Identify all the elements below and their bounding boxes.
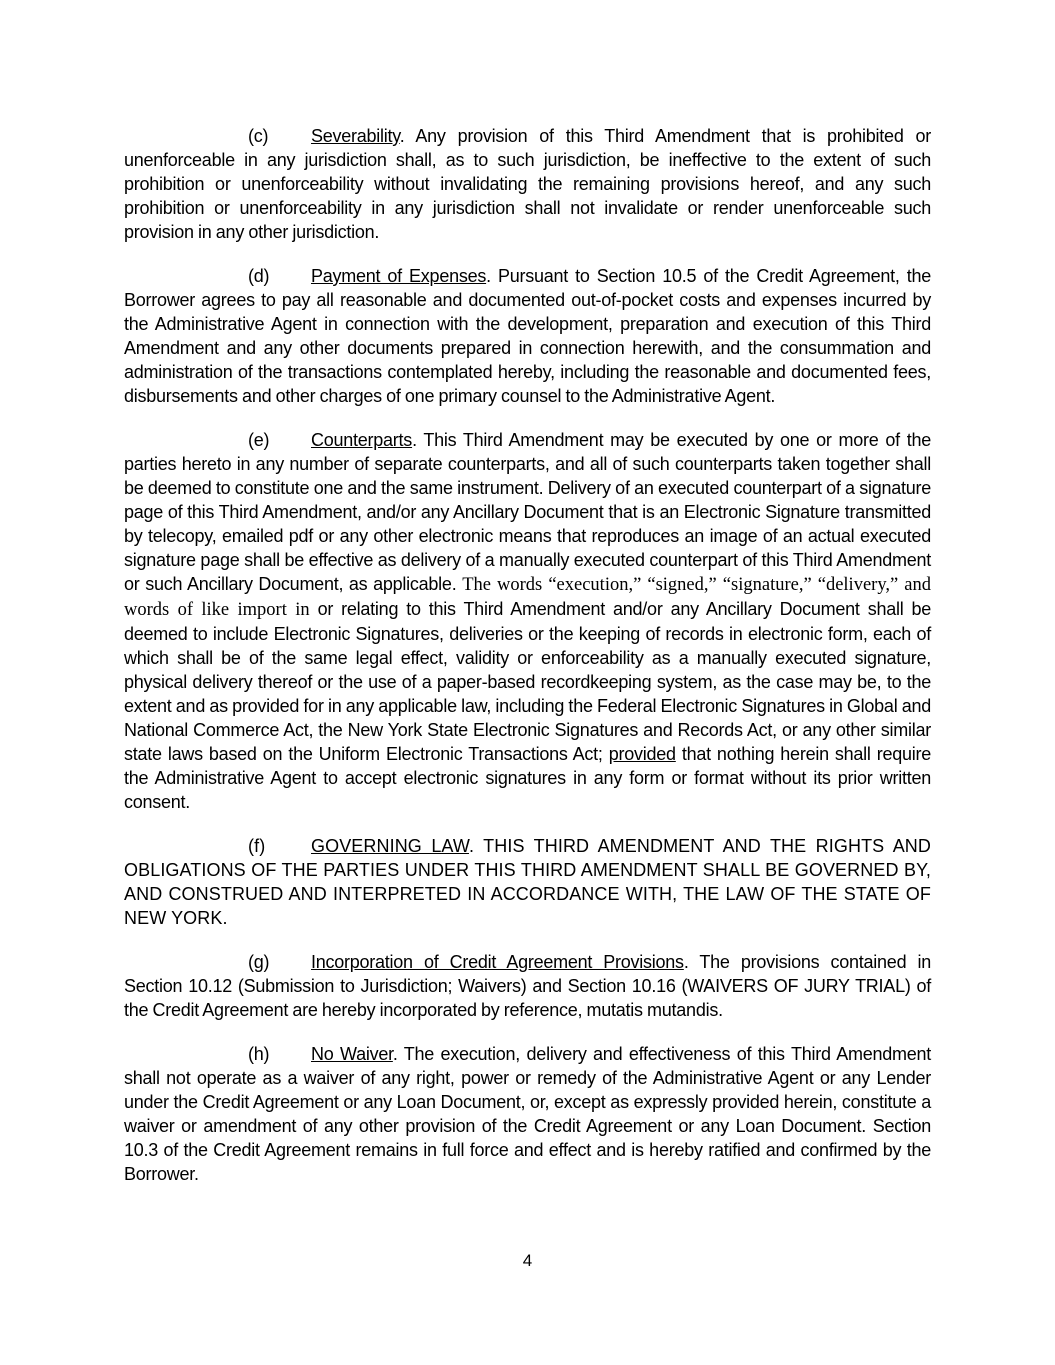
provided-term: provided [608,744,676,764]
section-text: or relating to this Third Amendment and/or any Ancillary Document shall be deemed to include Electronic Signatures, deliveries or the keeping of records in electronic form, each of which shall be of the same legal effect, validity or enforceability as a manually executed signature, physical delivery thereof or the use of a paper-based recordkeeping system, as the case may be, to the extent and as provided for in any applicable law, including the Federal Electronic Signatures in Global and National Commerce Act, the New York State Electronic Signatures and Records Act, or any other similar state laws based on the Uniform Electronic Transactions Act; [124,599,931,764]
section-d-payment-of-expenses [124,264,931,408]
section-text: . The provisions contained in Section 10.12 (Submission to Jurisdiction; Waivers) and Section 10.16 (WAIVERS OF JURY TRIAL) of the Credit Agreement are hereby incorporated by reference, mutatis mutandis. [124,952,931,1020]
section-marker: (g) [248,952,270,972]
section-marker: (d) [248,266,270,286]
section-heading: Counterparts [311,430,413,450]
section-text: . This Third Amendment may be executed by one or more of the parties hereto in any number of separate counterparts, and all of such counterparts taken together shall be deemed to constitute one and the same instrument. Delivery of an executed counterpart of a signature page of this Third Amendment, and/or any Ancillary Document that is an Electronic Signature transmitted by telecopy, emailed pdf or any other electronic means that reproduces an image of an actual executed signature page shall be effective as delivery of a manually executed counterpart of this Third Amendment or such Ancillary Document, as applicable. [124,430,931,594]
section-heading: No Waiver [311,1044,393,1064]
section-f-governing-law [124,834,931,930]
section-marker: (f) [248,836,266,856]
section-text: . Any provision of this Third Amendment that is prohibited or unenforceable in any jurisdiction shall, as to such jurisdiction, be ineffective to the extent of such prohibition or unenforceability without invalidating the remaining provisions hereof, and any such prohibition or unenforceability in any jurisdiction shall not invalidate or render unenforceable such provision in any other jurisdiction. [124,126,931,242]
section-heading: Severability [311,126,400,146]
section-heading: Incorporation of Credit Agreement Provisions [311,952,684,972]
section-text: . Pursuant to Section 10.5 of the Credit Agreement, the Borrower agrees to pay all reasonable and documented out-of-pocket costs and expenses incurred by the Administrative Agent in connection with the development, preparation and execution of this Third Amendment and any other documents prepared in connection herewith, and the consummation and administration of the transactions contemplated hereby, including the reasonable and documented fees, disbursements and other charges of one primary counsel to the Administrative Agent. [124,266,931,406]
section-e-counterparts [124,428,931,814]
section-text: . The execution, delivery and effectiveness of this Third Amendment shall not operate as a waiver of any right, power or remedy of the Administrative Agent or any Lender under the Credit Agreement or any Loan Document, or, except as expressly provided herein, constitute a waiver or amendment of any other provision of the Credit Agreement or any Loan Document. Section 10.3 of the Credit Agreement remains in full force and effect and is hereby ratified and confirmed by the Borrower. [124,1044,931,1184]
section-text: . THIS THIRD AMENDMENT AND THE RIGHTS AND OBLIGATIONS OF THE PARTIES UNDER THIS THIRD AMENDMENT SHALL BE GOVERNED BY, AND CONSTRUED AND INTERPRETED IN ACCORDANCE WITH, THE LAW OF THE STATE OF NEW YORK. [124,836,931,928]
document-body [124,124,931,1206]
section-marker: (c) [248,126,269,146]
section-text: that nothing herein shall require the Administrative Agent to accept electronic signatures in any form or format without its prior written consent. [124,744,931,812]
section-text-serif: The words “execution,” “signed,” “signature,” “delivery,” and words of like import in [124,575,931,620]
section-c-severability [124,124,931,244]
section-marker: (h) [248,1044,270,1064]
section-g-incorporation [124,950,931,1022]
section-heading: GOVERNING LAW [311,836,469,856]
section-h-no-waiver [124,1042,931,1186]
section-marker: (e) [248,430,270,450]
page-number: 4 [522,1251,533,1270]
section-heading: Payment of Expenses [311,266,487,286]
